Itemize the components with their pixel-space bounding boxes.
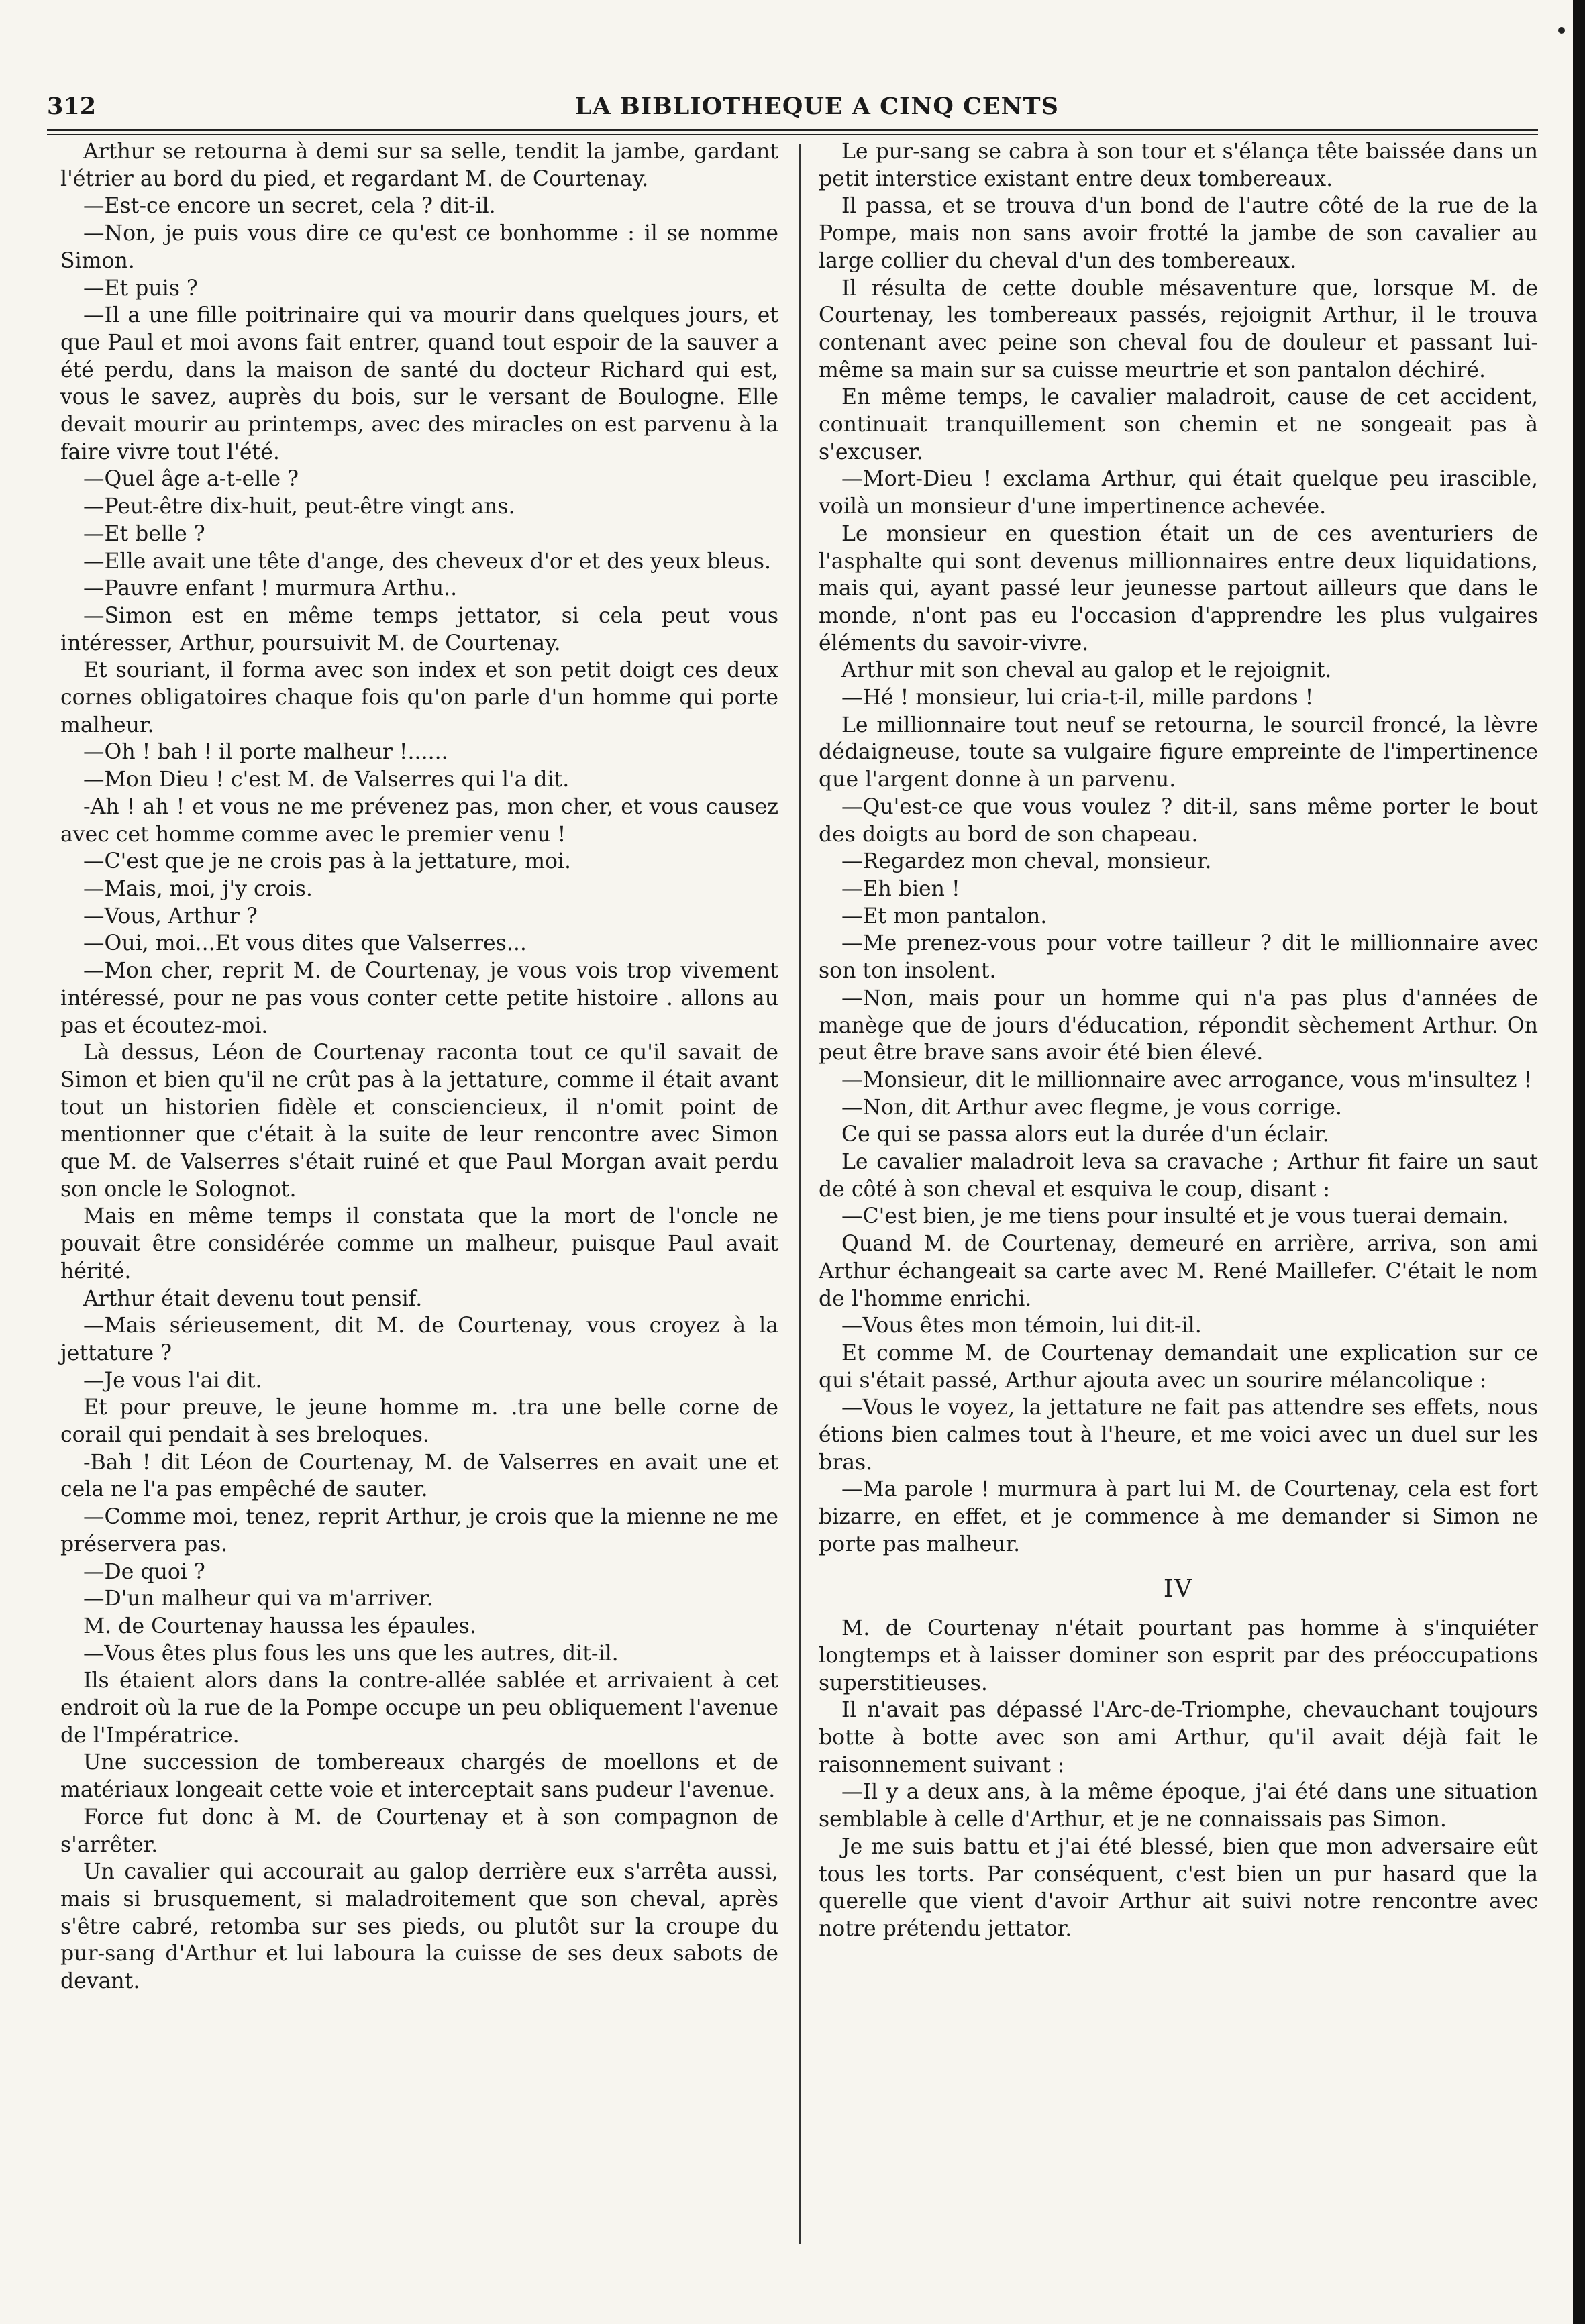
paragraph: —Est-ce encore un secret, cela ? dit-il. <box>83 194 496 219</box>
paragraph: —Simon est en même temps jettator, si cela peut vous intéresser, Arthur, poursuivit M. de Courtenay. <box>60 603 778 655</box>
paragraph: —Qu'est-ce que vous voulez ? dit-il, sans même porter le bout des doigts au bord de son chapeau. <box>819 794 1538 847</box>
paragraph: —Peut-être dix-huit, peut-être vingt ans. <box>83 494 515 519</box>
scan-speck <box>1558 27 1565 34</box>
section-heading: IV <box>1163 1575 1194 1603</box>
paragraph: —Oui, moi...Et vous dites que Valserres... <box>83 931 527 956</box>
paragraph: Mais en même temps il constata que la mort de l'oncle ne pouvait être considérée comme un malheur, puisque Paul avait hérité. <box>60 1204 778 1283</box>
left-column <box>60 138 778 1995</box>
paragraph: —Elle avait une tête d'ange, des cheveux d'or et des yeux bleus. <box>83 549 772 574</box>
paragraph: Ils étaient alors dans la contre-allée sablée et arrivaient à cet endroit où la rue de la Pompe occupe un peu obliquement l'avenue de l'Impératrice. <box>60 1669 778 1748</box>
paragraph: En même temps, le cavalier maladroit, cause de cet accident, continuait tranquillement son chemin et ne songeait pas à s'excuser. <box>819 385 1538 464</box>
paragraph: —Il y a deux ans, à la même époque, j'ai été dans une situation semblable à celle d'Arthur, et je ne connaissais pas Simon. <box>819 1780 1538 1832</box>
paragraph: —Monsieur, dit le millionnaire avec arrogance, vous m'insultez ! <box>841 1067 1533 1092</box>
paragraph: —Regardez mon cheval, monsieur. <box>841 849 1212 874</box>
running-title: LA BIBLIOTHEQUE A CINQ CENTS <box>575 92 1059 120</box>
right-column <box>819 138 1538 1943</box>
scan-edge-bar <box>1573 0 1585 2324</box>
paragraph: Le monsieur en question était un de ces aventuriers de l'asphalte qui sont devenus millionnaires entre deux liquidations, mais qui, ayant passé leur jeunesse partout ailleurs que dans le monde, n'ont pas eu l'occasion d'apprendre les plus vulgaires éléments du savoir-vivre. <box>819 521 1538 655</box>
paragraph: —C'est bien, je me tiens pour insulté et je vous tuerai demain. <box>841 1204 1509 1229</box>
paragraph: Il passa, et se trouva d'un bond de l'autre côté de la rue de la Pompe, mais non sans avoir frotté la jambe de son cavalier au large collier du cheval d'un des tombereaux. <box>819 194 1538 273</box>
paragraph: —Mon Dieu ! c'est M. de Valserres qui l'a dit. <box>83 768 570 792</box>
paragraph: Ce qui se passa alors eut la durée d'un éclair. <box>841 1122 1329 1147</box>
paragraph: —Pauvre enfant ! murmura Arthu.. <box>83 576 458 601</box>
column-divider <box>799 144 801 2244</box>
paragraph: Je me suis battu et j'ai été blessé, bien que mon adversaire eût tous les torts. Par conséquent, c'est bien un pur hasard que la querelle que vient d'avoir Arthur ait suivi notre rencontre avec notre prétendu jettator. <box>819 1834 1538 1941</box>
paragraph: —Mon cher, reprit M. de Courtenay, je vous vois trop vivement intéressé, pour ne pas vous conter cette petite histoire . allons au pas et écoutez-moi. <box>60 959 778 1038</box>
paragraph: —Ma parole ! murmura à part lui M. de Courtenay, cela est fort bizarre, en effet, et je commence à me demander si Simon ne porte pas malheur. <box>819 1477 1538 1556</box>
paragraph: Force fut donc à M. de Courtenay et à son compagnon de s'arrêter. <box>60 1805 778 1857</box>
paragraph: Le cavalier maladroit leva sa cravache ; Arthur fit faire un saut de côté à son cheval et esquiva le coup, disant : <box>819 1150 1538 1202</box>
header-rule <box>47 129 1538 135</box>
paragraph: —Quel âge a-t-elle ? <box>83 467 299 492</box>
paragraph: Et souriant, il forma avec son index et son petit doigt ces deux cornes obligatoires chaque fois qu'on parle d'un homme qui porte malheur. <box>60 658 778 737</box>
right-column-text-after <box>819 1615 1538 1942</box>
paragraph: Un cavalier qui accourait au galop derrière eux s'arrêta aussi, mais si brusquement, si maladroitement que son cheval, après s'être cabré, retomba sur ses pieds, ou plutôt sur la croupe du pur-sang d'Arthur et lui laboura la cuisse de ses deux sabots de devant. <box>60 1860 778 1994</box>
paragraph: —Mort-Dieu ! exclama Arthur, qui était quelque peu irascible, voilà un monsieur d'une impertinence achevée. <box>819 467 1538 519</box>
paragraph: Là dessus, Léon de Courtenay raconta tout ce qu'il savait de Simon et bien qu'il ne crût pas à la jettature, comme il était avant tout un historien fidèle et consciencieux, il n'omit point de mentionner que c'était à la suite de leur rencontre avec Simon que M. de Valserres s'était ruiné et que Paul Morgan avait perdu son oncle le Solognot. <box>60 1041 778 1202</box>
paragraph: —Non, mais pour un homme qui n'a pas plus d'années de manège que de jours d'éducation, répondit sèchement Arthur. On peut être brave sans avoir été bien élevé. <box>819 986 1538 1065</box>
paragraph: —Oh ! bah ! il porte malheur !...... <box>83 740 448 765</box>
paragraph: —Vous êtes plus fous les uns que les autres, dit-il. <box>83 1641 619 1666</box>
paragraph: —Non, dit Arthur avec flegme, je vous corrige. <box>841 1095 1342 1120</box>
paragraph: Le millionnaire tout neuf se retourna, le sourcil froncé, la lèvre dédaigneuse, toute sa vulgaire figure empreinte de l'impertinence que l'argent donne à un parvenu. <box>819 712 1538 792</box>
paragraph: —D'un malheur qui va m'arriver. <box>83 1587 433 1612</box>
paragraph: —C'est que je ne crois pas à la jettature, moi. <box>83 849 572 874</box>
paragraph: —Et belle ? <box>83 521 205 546</box>
paragraph: —Et puis ? <box>83 276 198 301</box>
paragraph: Et comme M. de Courtenay demandait une explication sur ce qui s'était passé, Arthur ajouta avec un sourire mélancolique : <box>819 1340 1538 1393</box>
paragraph: —Mais, moi, j'y crois. <box>83 876 313 901</box>
paragraph: —Vous êtes mon témoin, lui dit-il. <box>841 1314 1202 1338</box>
paragraph: M. de Courtenay haussa les épaules. <box>83 1614 476 1638</box>
paragraph: Arthur se retourna à demi sur sa selle, tendit la jambe, gardant l'étrier au bord du pied, et regardant M. de Courtenay. <box>60 140 778 191</box>
paragraph: Quand M. de Courtenay, demeuré en arrière, arriva, son ami Arthur échangeait sa carte avec M. René Maillefer. C'était le nom de l'homme enrichi. <box>819 1232 1538 1311</box>
paragraph: —Mais sérieusement, dit M. de Courtenay, vous croyez à la jettature ? <box>60 1314 778 1365</box>
paragraph: —Me prenez-vous pour votre tailleur ? dit le millionnaire avec son ton insolent. <box>819 931 1538 984</box>
paragraph: Le pur-sang se cabra à son tour et s'élança tête baissée dans un petit interstice existant entre deux tombereaux. <box>819 140 1538 191</box>
paragraph: -Bah ! dit Léon de Courtenay, M. de Valserres en avait une et cela ne l'a pas empêché de sauter. <box>60 1450 778 1502</box>
paragraph: —De quoi ? <box>83 1559 205 1584</box>
page-number: 312 <box>47 92 97 120</box>
paragraph: —Il a une fille poitrinaire qui va mourir dans quelques jours, et que Paul et moi avons fait entrer, quand tout espoir de la sauver a été perdu, dans la maison de santé du docteur Richard qui est, vous le savez, auprès du bois, sur le versant de Boulogne. Elle devait mourir au printemps, avec des miracles on est parvenu à la faire vivre tout l'été. <box>60 303 778 464</box>
paragraph: —Vous, Arthur ? <box>83 904 258 929</box>
paragraph: Arthur mit son cheval au galop et le rejoignit. <box>841 658 1332 683</box>
paragraph: Une succession de tombereaux chargés de moellons et de matériaux longeait cette voie et interceptait sans pudeur l'avenue. <box>60 1750 778 1803</box>
paragraph: Il résulta de cette double mésaventure que, lorsque M. de Courtenay, les tombereaux passés, rejoignit Arthur, il le trouva contenant avec peine son cheval fou de douleur et passant lui-même sa main sur sa cuisse meurtrie et son pantalon déchiré. <box>819 276 1538 382</box>
page-header <box>47 86 1538 126</box>
paragraph: —Hé ! monsieur, lui cria-t-il, mille pardons ! <box>841 686 1314 710</box>
paragraph: Il n'avait pas dépassé l'Arc-de-Triomphe, chevauchant toujours botte à botte avec son ami Arthur, qu'il avait déjà fait le raisonnement suivant : <box>819 1698 1538 1777</box>
paragraph: -Ah ! ah ! et vous ne me prévenez pas, mon cher, et vous causez avec cet homme comme avec le premier venu ! <box>60 794 778 847</box>
right-column-text-before <box>819 138 1538 1559</box>
paragraph: Arthur était devenu tout pensif. <box>83 1286 423 1311</box>
paragraph: Et pour preuve, le jeune homme m. .tra une belle corne de corail qui pendait à ses breloques. <box>60 1395 778 1448</box>
paragraph: —Eh bien ! <box>841 876 960 901</box>
paragraph: —Comme moi, tenez, reprit Arthur, je crois que la mienne ne me préservera pas. <box>60 1505 778 1556</box>
paragraph: —Et mon pantalon. <box>841 904 1047 929</box>
paragraph: —Je vous l'ai dit. <box>83 1368 262 1393</box>
paragraph: —Non, je puis vous dire ce qu'est ce bonhomme : il se nomme Simon. <box>60 221 778 273</box>
paragraph: —Vous le voyez, la jettature ne fait pas attendre ses effets, nous étions bien calmes tout à l'heure, et me voici avec un duel sur les bras. <box>819 1395 1538 1475</box>
paragraph: M. de Courtenay n'était pourtant pas homme à s'inquiéter longtemps et à laisser dominer son esprit par des préoccupations superstitieuses. <box>819 1616 1538 1695</box>
